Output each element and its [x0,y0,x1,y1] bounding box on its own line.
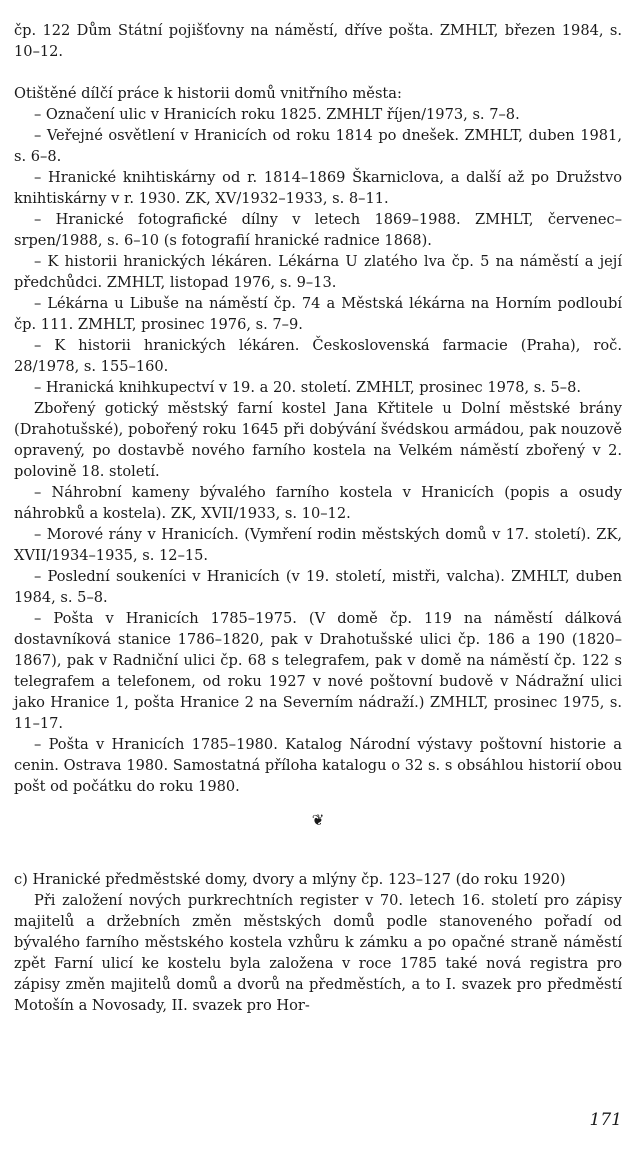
works-list [14,104,622,398]
page-number: 171 [589,1110,622,1130]
fleuron-ornament-icon: ❦ [311,811,325,829]
list-item: – Hranické knihtiskárny od r. 1814–1869 Škarniclova, a další až po Družstvo knihtiskárny v r. 1930. ZK, XV/1932–1933, s. 8–11. [14,169,622,207]
list-item: – Pošta v Hranicích 1785–1975. (V domě čp. 119 na náměstí dálková dostavníková stanice 1786–1820, pak v Drahotušské ulici čp. 186 a 190 (1820–1867), pak v Radniční ulici čp. 68 s telegrafem, pak v domě na náměstí čp. 122 s telegrafem a telefonem, od roku 1927 v nové poštovní budově v Nádražní ulici jako Hranice 1, pošta Hranice 2 na Severním nádraží.) ZMHLT, prosinec 1975, s. 11–17. [14,610,622,732]
spacer [14,62,622,83]
document-page [14,20,622,1016]
list-item: – Hranická knihkupectví v 19. a 20. století. ZMHLT, prosinec 1978, s. 5–8. [34,379,582,396]
list-heading: Otištěné dílčí práce k historii domů vnitřního města: [14,85,402,102]
works-list-2 [14,482,622,797]
list-item: – Označení ulic v Hranicích roku 1825. ZMHLT říjen/1973, s. 7–8. [34,106,520,123]
church-paragraph: Zbořený gotický městský farní kostel Jana Křtitele u Dolní městské brány (Drahotušské), pobořený roku 1645 při dobývání švédskou armádou, pak nouzově opravený, po dostavbě nového farního kostela na Velkém náměstí zbořený v 2. polovině 18. století. [14,400,622,480]
list-item: – Morové rány v Hranicích. (Vymření rodin městských domů v 17. století). ZK, XVII/1934–1935, s. 12–15. [14,526,622,564]
intro-paragraph: čp. 122 Dům Státní pojišťovny na náměstí, dříve pošta. ZMHLT, březen 1984, s. 10–12. [14,22,622,60]
list-item: – K historii hranických lékáren. Československá farmacie (Praha), roč. 28/1978, s. 155–160. [14,337,622,375]
list-item: – Poslední soukeníci v Hranicích (v 19. století, mistři, valcha). ZMHLT, duben 1984, s. 5–8. [14,568,622,606]
list-item: – Hranické fotografické dílny v letech 1869–1988. ZMHLT, červenec–srpen/1988, s. 6–10 (s fotografií hranické radnice 1868). [14,211,622,249]
spacer [14,844,622,869]
list-item: – Lékárna u Libuše na náměstí čp. 74 a Městská lékárna na Horním podloubí čp. 111. ZMHLT, prosinec 1976, s. 7–9. [14,295,622,333]
list-item: – Náhrobní kameny bývalého farního kostela v Hranicích (popis a osudy náhrobků a kostela). ZK, XVII/1933, s. 10–12. [14,484,622,522]
section-heading: c) Hranické předměstské domy, dvory a mlýny čp. 123–127 (do roku 1920) [14,871,566,888]
section-paragraph: Při založení nových purkrechtních register v 70. letech 16. století pro zápisy majitelů a držebních změn městských domů podle stanoveného pořadí od bývalého farního městského kostela vzhůru k zámku a po opačné straně náměstí zpět Farní ulicí ke kostelu byla založena v roce 1785 také nová registra pro zápisy změn majitelů domů a dvorů na předměstích, a to I. svazek pro předměstí Motošín a Novosady, II. svazek pro Hor- [14,892,622,1014]
list-item: – Pošta v Hranicích 1785–1980. Katalog Národní výstavy poštovní historie a cenin. Ostrava 1980. Samostatná příloha katalogu o 32 s. s obsáhlou historií obou pošt od počátku do roku 1980. [14,736,622,795]
list-item: – Veřejné osvětlení v Hranicích od roku 1814 po dnešek. ZMHLT, duben 1981, s. 6–8. [14,127,622,165]
list-item: – K historii hranických lékáren. Lékárna U zlatého lva čp. 5 na náměstí a její předchůdci. ZMHLT, listopad 1976, s. 9–13. [14,253,622,291]
